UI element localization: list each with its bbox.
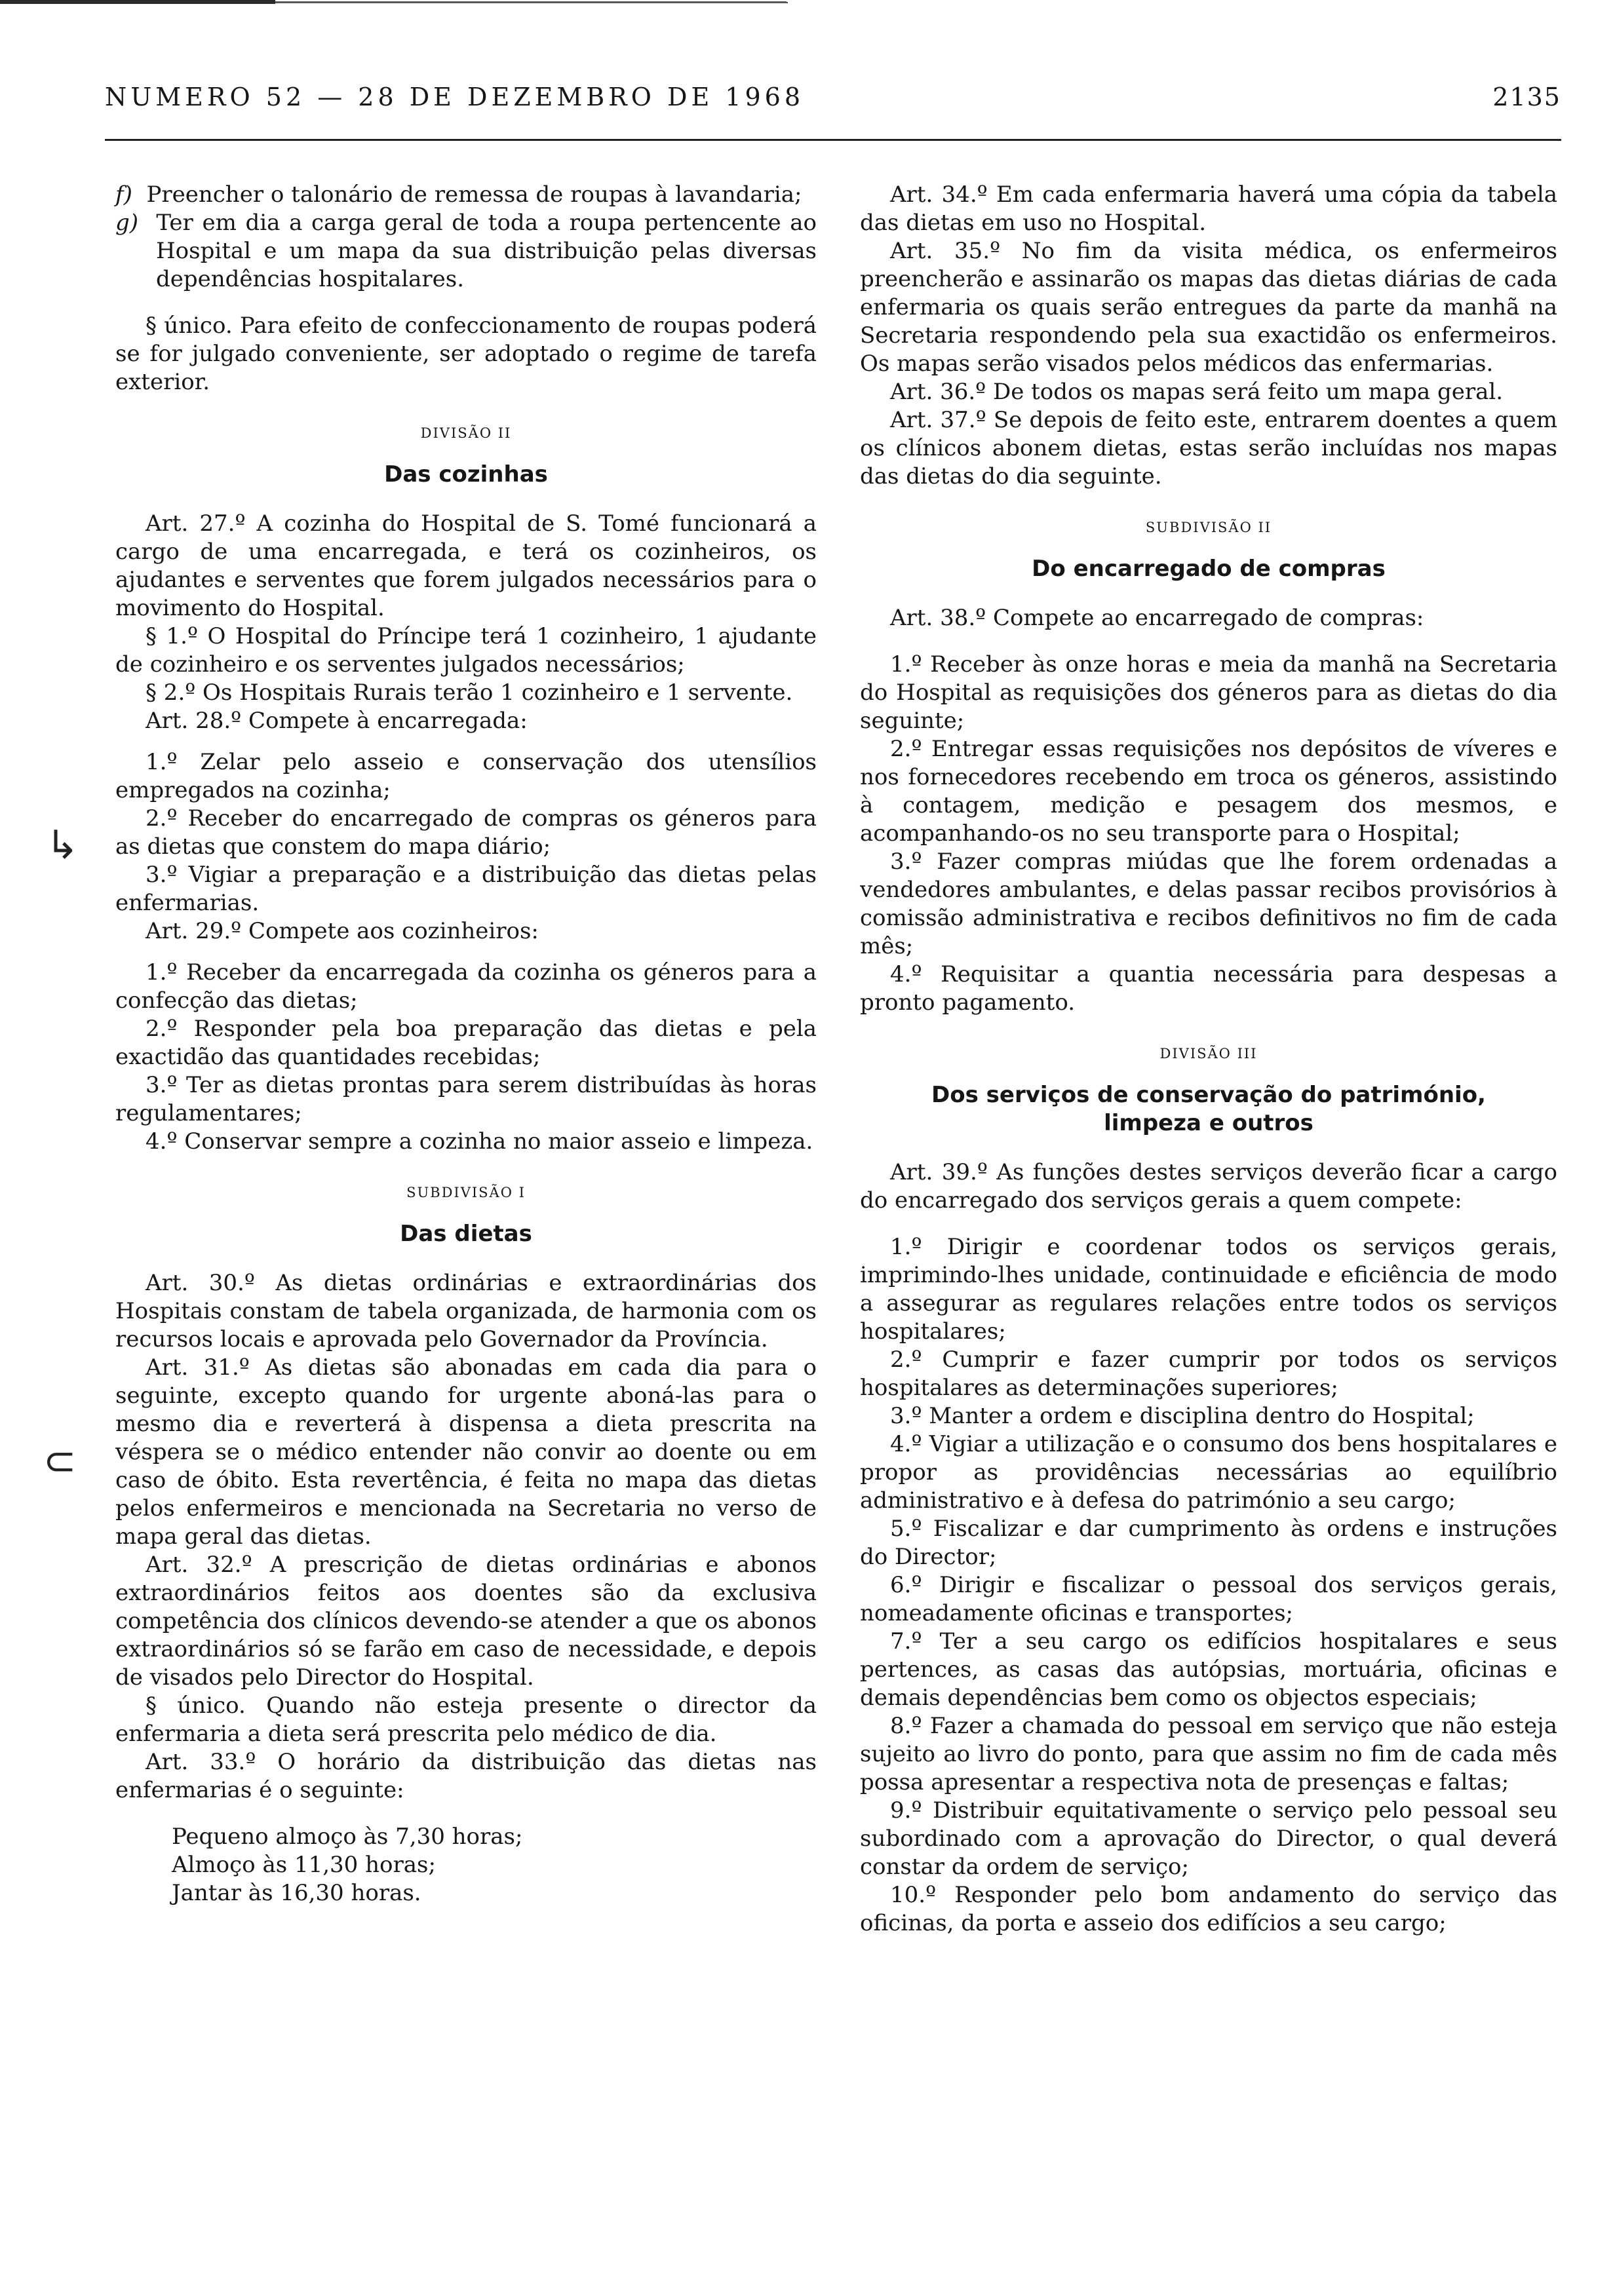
list-item: 3.º Manter a ordem e disciplina dentro do Hospital;: [890, 1403, 1475, 1429]
article: Art. 30.º As dietas ordinárias e extraordinárias dos Hospitais constam de tabela organizada, de harmonia com os recursos locais e aprovada pelo Governador da Província.: [115, 1270, 817, 1352]
list-item: 4.º Requisitar a quantia necessária para despesas a pronto pagamento.: [860, 961, 1557, 1016]
article: Art. 32.º A prescrição de dietas ordinárias e abonos extraordinários feitos aos doentes são da exclusiva competência dos clínicos devendo-se atender a que os abonos extraordinários só se farão em caso de necessidade, e depois de visados pelo Director do Hospital.: [115, 1552, 817, 1691]
section-title: Do encarregado de compras: [1032, 556, 1386, 582]
list-item: 9.º Distribuir equitativamente o serviço pelo pessoal seu subordinado com a aprovação do Director, o qual deverá constar da ordem de serviço;: [860, 1797, 1557, 1880]
list-item: 1.º Receber da encarregada da cozinha os géneros para a confecção das dietas;: [115, 959, 817, 1014]
section-title: Das dietas: [400, 1221, 532, 1247]
list-item: 1.º Receber às onze horas e meia da manhã na Secretaria do Hospital as requisições dos géneros para as dietas do dia seguinte;: [860, 651, 1557, 734]
paragraph: § único. Quando não esteja presente o director da enfermaria a dieta será prescrita pelo médico de dia.: [115, 1693, 817, 1747]
article: Art. 37.º Se depois de feito este, entrarem doentes a quem os clínicos abonem dietas, estas serão incluídas nos mapas das dietas do dia seguinte.: [860, 407, 1557, 489]
article: Art. 36.º De todos os mapas será feito um mapa geral.: [890, 379, 1504, 405]
right-column: [860, 181, 1557, 1938]
list-item: 1.º Dirigir e coordenar todos os serviços gerais, imprimindo-lhes unidade, continuidade e eficiência de modo a assegurar as regulares relações entre todos os serviços hospitalares;: [860, 1234, 1557, 1345]
issue-heading: NUMERO 52 — 28 DE DEZEMBRO DE 1968: [105, 83, 805, 111]
article: Art. 34.º Em cada enfermaria haverá uma cópia da tabela das dietas em uso no Hospital.: [860, 182, 1557, 236]
section-title: [860, 1081, 1557, 1138]
meal-schedule-item: Pequeno almoço às 7,30 horas;: [172, 1824, 523, 1850]
left-column: [115, 181, 817, 1907]
article: Art. 28.º Compete à encarregada:: [146, 708, 528, 734]
list-item: 8.º Fazer a chamada do pessoal em serviço que não esteja sujeito ao livro do ponto, para que assim no fim de cada mês possa apresentar a respectiva nota de presenças e faltas;: [860, 1713, 1557, 1795]
list-item: 1.º Zelar pelo asseio e conservação dos utensílios empregados na cozinha;: [115, 749, 817, 803]
article: Art. 39.º As funções destes serviços deverão ficar a cargo do encarregado dos serviços gerais a quem compete:: [860, 1159, 1557, 1214]
list-item: 10.º Responder pelo bom andamento do serviço das oficinas, da porta e asseio dos edifícios a seu cargo;: [860, 1882, 1557, 1936]
article: Art. 29.º Compete aos cozinheiros:: [146, 918, 539, 944]
subdivision-label: SUBDIVISÃO I: [406, 1185, 526, 1200]
section-title-line: limpeza e outros: [1104, 1110, 1313, 1136]
list-item: 3.º Vigiar a preparação e a distribuição das dietas pelas enfermarias.: [115, 862, 817, 916]
margin-mark-icon: ↳: [46, 822, 79, 868]
division-label: DIVISÃO II: [420, 425, 512, 441]
section-title-line: Dos serviços de conservação do património,: [931, 1082, 1486, 1108]
margin-mark-icon: ⊂: [43, 1438, 77, 1484]
list-item: 7.º Ter a seu cargo os edifícios hospitalares e seus pertences, as casas das autópsias, mortuária, oficinas e demais dependências bem como os objectos especiais;: [860, 1628, 1557, 1711]
page-header: [105, 83, 1561, 128]
list-item: 6.º Dirigir e fiscalizar o pessoal dos serviços gerais, nomeadamente oficinas e transportes;: [860, 1572, 1557, 1626]
list-item: 3.º Fazer compras miúdas que lhe forem ordenadas a vendedores ambulantes, e delas passar recibos provisórios à comissão administrativa e recibos definitivos no fim de cada mês;: [860, 849, 1557, 959]
list-item: 2.º Receber do encarregado de compras os géneros para as dietas que constem do mapa diário;: [115, 805, 817, 860]
list-item: 2.º Responder pela boa preparação das dietas e pela exactidão das quantidades recebidas;: [115, 1016, 817, 1070]
meal-schedule-item: Almoço às 11,30 horas;: [172, 1852, 436, 1878]
article: Art. 38.º Compete ao encarregado de compras:: [890, 605, 1424, 631]
list-item: 2.º Cumprir e fazer cumprir por todos os serviços hospitalares as determinações superiores;: [860, 1347, 1557, 1401]
list-item: 5.º Fiscalizar e dar cumprimento às ordens e instruções do Director;: [860, 1516, 1557, 1570]
article: Art. 27.º A cozinha do Hospital de S. Tomé funcionará a cargo de uma encarregada, e terá os cozinheiros, os ajudantes e serventes que forem julgados necessários para o movimento do Hospital.: [115, 510, 817, 621]
paragraph: § único. Para efeito de confeccionamento de roupas poderá se for julgado conveniente, ser adoptado o regime de tarefa exterior.: [115, 313, 817, 395]
article: Art. 35.º No fim da visita médica, os enfermeiros preencherão e assinarão os mapas das dietas diárias de cada enfermaria os quais serão entregues da parte da manhã na Secretaria respondendo pela sua exactidão os enfermeiros. Os mapas serão visados pelos médicos das enfermarias.: [860, 238, 1557, 377]
meal-schedule-item: Jantar às 16,30 horas.: [172, 1880, 421, 1906]
article: Art. 31.º As dietas são abonadas em cada dia para o seguinte, excepto quando for urgente aboná-las para o mesmo dia e reverterá à dispensa a dieta prescrita na véspera se o médico entender não convir ao doente ou em caso de óbito. Esta revertência, é feita no mapa das dietas pelos enfermeiros e mencionada na Secretaria no verso de mapa geral das dietas.: [115, 1354, 817, 1550]
list-item: f) Preencher o talonário de remessa de roupas à lavandaria;: [115, 182, 802, 208]
header-rule: [105, 139, 1561, 141]
division-label: DIVISÃO III: [1159, 1046, 1258, 1062]
paragraph: § 1.º O Hospital do Príncipe terá 1 cozinheiro, 1 ajudante de cozinheiro e os serventes julgados necessários;: [115, 623, 817, 678]
list-item: 4.º Vigiar a utilização e o consumo dos bens hospitalares e propor as providências necessárias ao equilíbrio administrativo e à defesa do património a seu cargo;: [860, 1431, 1557, 1514]
paragraph: § 2.º Os Hospitais Rurais terão 1 cozinheiro e 1 servente.: [146, 679, 793, 706]
list-item: g) Ter em dia a carga geral de toda a roupa pertencente ao Hospital e um mapa da sua distribuição pelas diversas dependências hospitalares.: [115, 210, 817, 292]
subdivision-label: SUBDIVISÃO II: [1145, 520, 1272, 535]
top-border-line: [0, 0, 1615, 7]
section-title: Das cozinhas: [384, 461, 548, 488]
list-item: 4.º Conservar sempre a cozinha no maior asseio e limpeza.: [146, 1128, 813, 1155]
page-number: 2135: [1492, 83, 1561, 111]
article: Art. 33.º O horário da distribuição das dietas nas enfermarias é o seguinte:: [115, 1749, 817, 1803]
list-item: 2.º Entregar essas requisições nos depósitos de víveres e nos fornecedores recebendo em troca os géneros, assistindo à contagem, medição e pesagem dos mesmos, e acompanhando-os no seu transporte para o Hospital;: [860, 736, 1557, 847]
list-item: 3.º Ter as dietas prontas para serem distribuídas às horas regulamentares;: [115, 1072, 817, 1126]
